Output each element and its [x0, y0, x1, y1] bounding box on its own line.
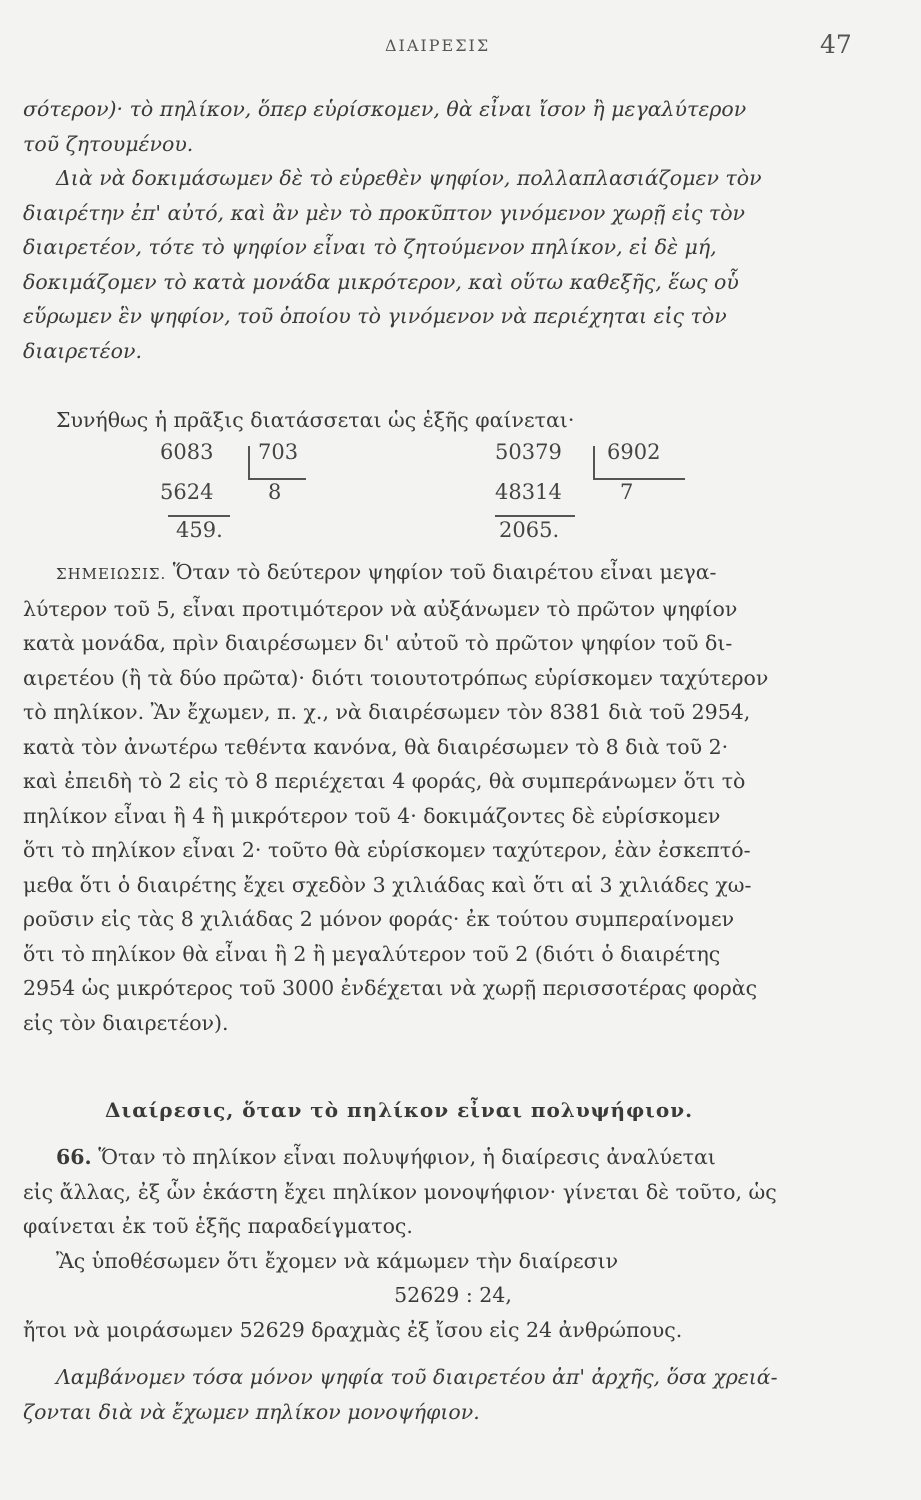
division-rule: [248, 478, 306, 480]
text-line: διαιρέτην ἐπ' αὐτό, καὶ ἂν μὲν τὸ προκῦπτον γινόμενον χωρῇ εἰς τὸν: [23, 200, 746, 225]
note-block: [23, 555, 883, 1040]
text-line: αιρετέου (ἢ τὰ δύο πρῶτα)· διότι τοιουτοτρόπως εὑρίσκομεν ταχύτερον: [23, 665, 769, 690]
text-line: φαίνεται ἐκ τοῦ ἑξῆς παραδείγματος.: [23, 1214, 413, 1238]
text-line: ζονται διὰ νὰ ἔχωμεν πηλίκον μονοψήφιον.: [23, 1399, 480, 1424]
page-header: [0, 28, 921, 68]
divisor: 6902: [607, 440, 661, 464]
closing-text: [23, 1360, 883, 1429]
text-line: Διὰ νὰ δοκιμάσωμεν δὲ τὸ εὑρεθὲν ψηφίον, πολλαπλασιάζομεν τὸν: [56, 166, 762, 190]
paragraph-text: Ὅταν τὸ πηλίκον εἶναι πολυψήφιον, ἡ διαίρεσις ἀναλύεται: [98, 1145, 716, 1169]
text-line: ἤτοι νὰ μοιράσωμεν 52629 δραχμὰς ἐξ ἴσου εἰς 24 ἀνθρώπους.: [23, 1317, 683, 1342]
text-line: Συνήθως ἡ πρᾶξις διατάσσεται ὡς ἑξῆς φαίνεται·: [56, 408, 575, 432]
text-line: ὅτι τὸ πηλίκον εἶναι 2· τοῦτο θὰ εὑρίσκομεν ταχύτερον, ἐὰν ἐσκεπτό-: [23, 838, 751, 862]
note-text: Ὅταν τὸ δεύτερον ψηφίον τοῦ διαιρέτου εἶναι μεγα-: [172, 560, 717, 584]
text-line: ροῦσιν εἰς τὰς 8 χιλιάδας 2 μόνον φοράς· ἐκ τούτου συμπεραίνομεν: [23, 907, 735, 931]
division-bar: [248, 446, 250, 480]
text-line: εἰς τὸν διαιρετέον).: [23, 1010, 229, 1035]
text-line: δοκιμάζομεν τὸ κατὰ μονάδα μικρότερον, καὶ οὕτω καθεξῆς, ἕως οὗ: [23, 269, 739, 294]
quotient: 7: [620, 480, 634, 504]
divisor: 703: [258, 440, 299, 464]
product: 5624: [160, 480, 214, 504]
section-heading: Διαίρεσις, ὅταν τὸ πηλίκον εἶναι πολυψήφιον.: [105, 1098, 694, 1122]
subtraction-rule: [168, 515, 230, 517]
paragraph-number: 66.: [56, 1145, 92, 1169]
text-line: λύτερον τοῦ 5, εἶναι προτιμότερον νὰ αὐξάνωμεν τὸ πρῶτον ψηφίον: [23, 596, 738, 621]
dividend: 6083: [160, 440, 214, 464]
text-line: εὕρωμεν ἓν ψηφίον, τοῦ ὁποίου τὸ γινόμενον νὰ περιέχηται εἰς τὸν: [23, 304, 727, 328]
text-line: πηλίκον εἶναι ἢ 4 ἢ μικρότερον τοῦ 4· δοκιμάζοντες δὲ εὑρίσκομεν: [23, 803, 721, 828]
text-line: [23, 555, 883, 592]
running-title: ΔΙΑΙΡΕΣΙΣ: [385, 36, 491, 55]
text-line: διαιρετέον.: [23, 338, 142, 363]
text-line: διαιρετέον, τότε τὸ ψηφίον εἶναι τὸ ζητούμενον πηλίκον, εἰ δὲ μή,: [23, 235, 717, 259]
text-line: εἰς ἄλλας, ἐξ ὧν ἑκάστη ἔχει πηλίκον μονοψήφιον· γίνεται δὲ τοῦτο, ὡς: [23, 1179, 777, 1204]
subtraction-rule: [495, 515, 575, 517]
remainder: 2065.: [499, 518, 560, 542]
text-line: 2954 ὡς μικρότερος τοῦ 3000 ἐνδέχεται νὰ χωρῇ περισσοτέρας φορὰς: [23, 976, 758, 1000]
paragraph-66: [23, 1140, 883, 1347]
text-line: καὶ ἐπειδὴ τὸ 2 εἰς τὸ 8 περιέχεται 4 φοράς, θὰ συμπεράνωμεν ὅτι τὸ: [23, 769, 746, 793]
text-line: τὸ πηλίκον. Ἂν ἔχωμεν, π. χ., νὰ διαιρέσωμεν τὸν 8381 διὰ τοῦ 2954,: [23, 700, 751, 724]
division-example-2: [495, 440, 715, 550]
text-line: [23, 1140, 883, 1175]
quotient: 8: [268, 480, 282, 504]
example-expression: 52629 : 24,: [394, 1283, 512, 1307]
text-line: Ἂς ὑποθέσωμεν ὅτι ἔχομεν νὰ κάμωμεν τὴν διαίρεσιν: [56, 1248, 619, 1273]
product: 48314: [495, 480, 562, 504]
division-rule: [593, 478, 685, 480]
remainder: 459.: [176, 518, 223, 542]
text-line: μεθα ὅτι ὁ διαιρέτης ἔχει σχεδὸν 3 χιλιάδας καὶ ὅτι αἱ 3 χιλιάδες χω-: [23, 872, 752, 897]
text-line: Λαμβάνομεν τόσα μόνον ψηφία τοῦ διαιρετέου ἀπ' ἀρχῆς, ὅσα χρειά-: [56, 1365, 778, 1389]
intro-text: [23, 92, 883, 368]
text-line: σότερον)· τὸ πηλίκον, ὅπερ εὑρίσκομεν, θὰ εἶναι ἴσον ἢ μεγαλύτερον: [23, 97, 747, 121]
note-label: ΣΗΜΕΙΩΣΙΣ.: [56, 565, 167, 583]
text-line: τοῦ ζητουμένου.: [23, 131, 194, 156]
page-number: 47: [820, 30, 852, 59]
text-line: κατὰ τὸν ἀνωτέρω τεθέντα κανόνα, θὰ διαιρέσωμεν τὸ 8 διὰ τοῦ 2·: [23, 734, 729, 759]
arrangement-text: [23, 403, 883, 438]
dividend: 50379: [495, 440, 562, 464]
text-line: κατὰ μονάδα, πρὶν διαιρέσωμεν δι' αὐτοῦ τὸ πρῶτον ψηφίον τοῦ δι-: [23, 631, 733, 655]
section-heading-block: [23, 1093, 883, 1128]
division-example-1: [160, 440, 320, 550]
division-bar: [593, 446, 595, 480]
text-line: ὅτι τὸ πηλίκον θὰ εἶναι ἢ 2 ἢ μεγαλύτερον τοῦ 2 (διότι ὁ διαιρέτης: [23, 941, 721, 966]
